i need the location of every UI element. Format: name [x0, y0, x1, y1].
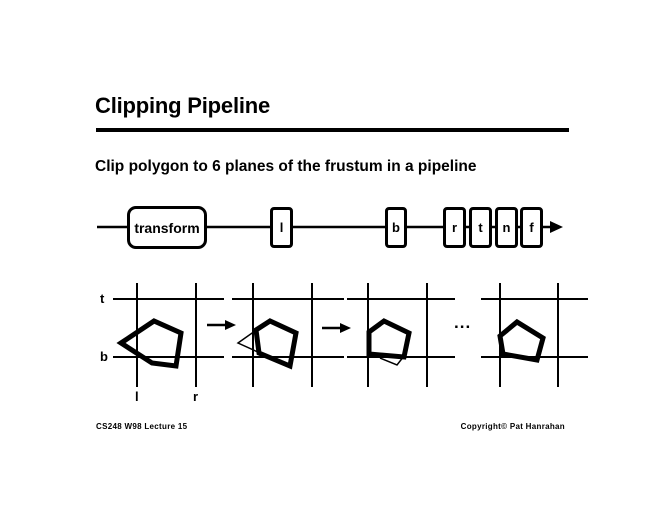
plane-label-top: t [100, 291, 105, 306]
polygon-stage-bottom-clipped [369, 321, 409, 357]
pipeline-stage-far: f [520, 207, 543, 248]
pipeline-stage-transform: transform [127, 206, 207, 249]
frustum-grid-3 [347, 283, 455, 387]
pipeline-stage-right: r [443, 207, 466, 248]
plane-label-left: l [135, 389, 139, 404]
step-arrow-icon-2 [322, 323, 351, 333]
footer-copyright: Copyright© Pat Hanrahan [460, 422, 565, 431]
polygon-stage-unclipped [121, 321, 181, 366]
step-arrow-icon-1 [207, 320, 236, 330]
pipeline-stage-top: t [469, 207, 492, 248]
pipeline-stage-bottom: b [385, 207, 407, 248]
polygon-stage-left-clipped [256, 321, 296, 366]
footer-course-info: CS248 W98 Lecture 15 [96, 422, 188, 431]
polygon-stage-final [500, 322, 543, 360]
plane-label-right: r [193, 389, 199, 404]
sequence-ellipsis: ... [454, 313, 472, 332]
plane-label-bottom: b [100, 349, 108, 364]
pipeline-stage-near: n [495, 207, 518, 248]
pipeline-stage-left: l [270, 207, 293, 248]
pipeline-arrow-icon [550, 221, 563, 233]
page-title: Clipping Pipeline [95, 93, 271, 118]
slide-subtitle: Clip polygon to 6 planes of the frustum in a pipeline [95, 158, 477, 175]
